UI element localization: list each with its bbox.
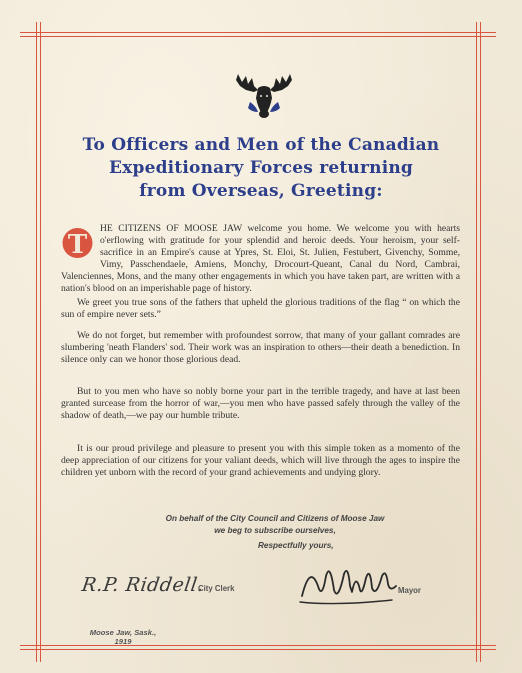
behalf-statement [140, 513, 410, 537]
border-top-line-1 [20, 32, 496, 33]
paragraph-token: It is our proud privilege and pleasure to present you with this simple token as a momento of the deep appreciation of our citizens for your valiant deeds, which will live through the ages to inspire the children yet unborn with the record of your grand achievements and undying glory. [61, 443, 460, 479]
title-line-2: Expeditionary Forces returning [108, 158, 413, 178]
border-left-line-1 [36, 22, 37, 662]
year-line: 1919 [114, 637, 132, 646]
paragraph-greet: We greet you true sons of the fathers that upheld the glorious traditions of the flag “ on which the sun of empire never sets.” [61, 297, 460, 321]
border-top-line-2 [20, 36, 496, 37]
respectfully-yours: Respectfully yours, [258, 541, 334, 550]
mayor-signature [296, 556, 400, 608]
behalf-line-1: On behalf of the City Council and Citizens of Moose Jaw [165, 514, 385, 523]
title-line-1: To Officers and Men of the Canadian [82, 135, 440, 155]
title-line-3: from Overseas, Greeting: [139, 181, 383, 201]
border-right-line-1 [476, 22, 477, 662]
dropcap-letter: T [67, 230, 88, 260]
paragraph-tribute: But to you men who have so nobly borne your part in the terrible tragedy, and have at last been granted surcease from the horror of war,—you men who have passed safely through the valley of the shadow of death,—we pay our humble tribute. [61, 386, 460, 422]
place-line: Moose Jaw, Sask., [89, 628, 157, 637]
paragraph-remember: We do not forget, but remember with profoundest sorrow, that many of your gallant comrades are slumbering 'neath Flanders' sod. Their work was an inspiration to others—their death a benediction. In silence only can we honor those glorious dead. [61, 330, 460, 366]
mayor-title: Mayor [398, 586, 421, 595]
place-and-year [83, 628, 163, 646]
paragraph-welcome [61, 223, 460, 296]
border-right-line-2 [480, 22, 481, 662]
dropcap-t-icon [61, 225, 94, 261]
clerk-signature: R.P. Riddell. [80, 574, 206, 596]
border-left-line-2 [40, 22, 41, 662]
paragraph-1-text: HE CITIZENS OF MOOSE JAW welcome you home. We welcome you with hearts o'erflowing with gratitude for your splendid and heroic deeds. Your heroism, your self-sacrifice in an Empire's cause at Ypres, St. Eloi, St. Julien, Festubert, Givenchy, Somme, Vimy, Passchendaele, Amiens, Monchy, Drocourt-Queant, Canal du Nord, Cambrai, Valenciennes, Mons, and the many other engagements in which you have taken part, are written with a nation's blood on an imperishable page of history. [61, 223, 460, 295]
border-bottom-line-2 [20, 649, 496, 650]
moose-head-emblem-icon [232, 68, 296, 120]
behalf-line-2: we beg to subscribe ourselves, [214, 526, 336, 535]
certificate-title [60, 134, 462, 203]
clerk-title: City Clerk [198, 584, 235, 593]
